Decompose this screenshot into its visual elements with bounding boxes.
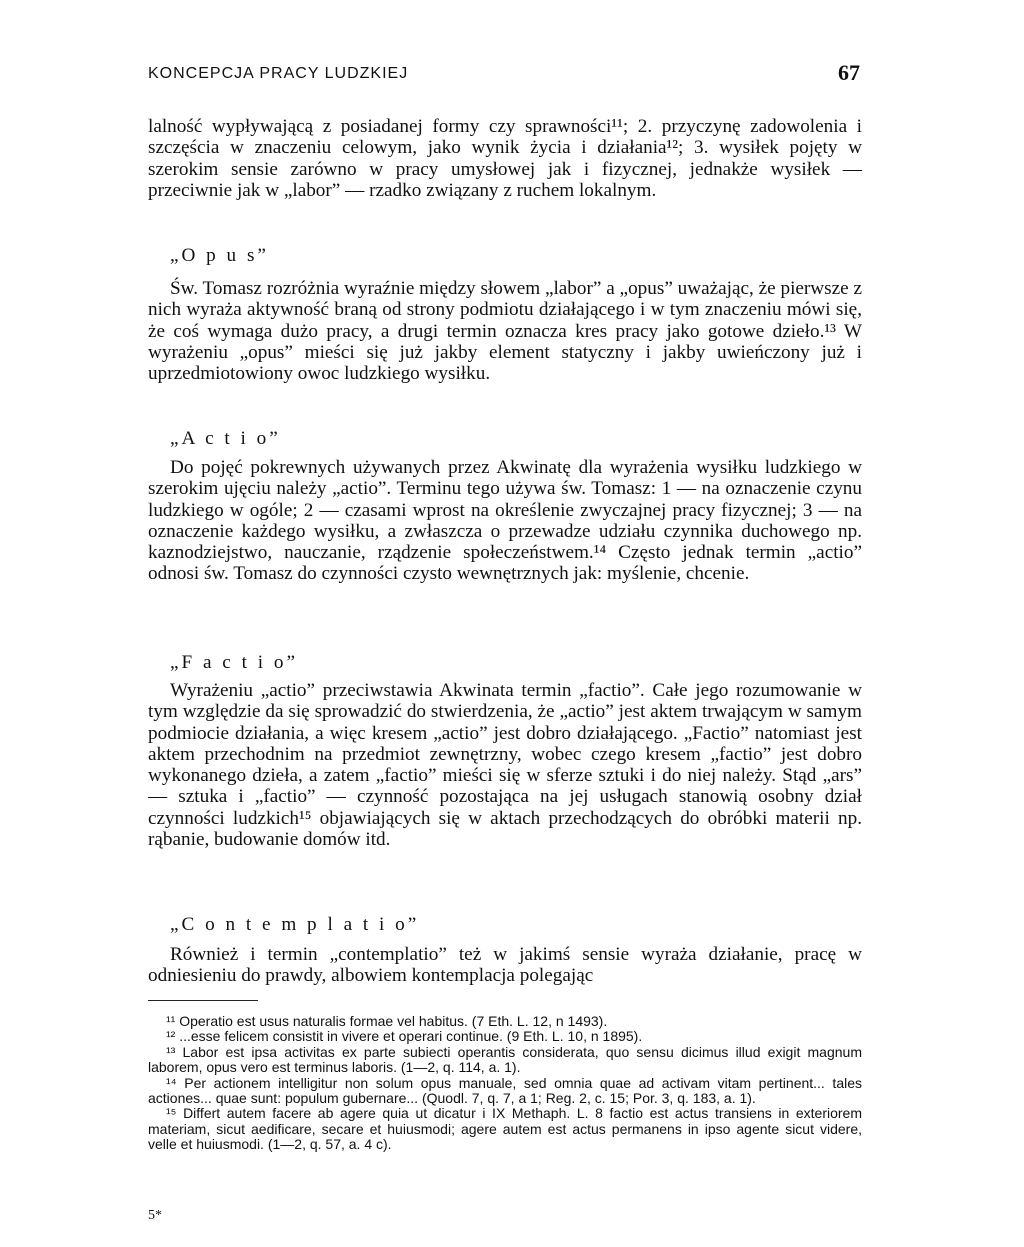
footnote-15: ¹⁵ Differt autem facere ab agere quia ut dicatur i IX Methaph. L. 8 factio est actus transiens in exteriorem materiam, sicut aedificare, secare et huiusmodi; agere autem est actus permanens in ipso agente sicut videre, velle et huiusmodi. (1—2, q. 57, a. 4 c). [148, 1105, 862, 1153]
section-body-actio: Do pojęć pokrewnych używanych przez Akwinatę dla wyrażenia wysiłku ludzkiego w szerokim ujęciu należy „actio”. Terminu tego używa św. Tomasz: 1 — na oznaczenie czynu ludzkiego w ogóle; 2 — czasami wprost na określenie zwyczajnej pracy fizycznej; 3 — na oznaczenie każdego wysiłku, a zwłaszcza o przewadze udziału czynnika duchowego np. kaznodziejstwo, nauczanie, rządzenie społeczeństwem.¹⁴ Często jednak termin „actio” odnosi św. Tomasz do czynności czysto wewnętrznych jak: myślenie, chcenie. [148, 457, 862, 585]
section-heading-opus: „O p u s” [170, 245, 269, 266]
section-body-factio-block [148, 680, 862, 850]
section-body-opus-block [148, 278, 862, 384]
section-heading-actio: „A c t i o” [170, 428, 281, 449]
footnotes [148, 1014, 862, 1153]
intro-paragraph-block [148, 116, 862, 201]
footnote-14: ¹⁴ Per actionem intelligitur non solum opus manuale, sed omnia quae ad activam vitam pertinent... tales actiones... quae sunt: populum gubernare... (Quodl. 7, q. 7, a 1; Reg. 2, c. 15; Por. 3, q. 183, a. 1). [148, 1074, 862, 1107]
section-body-contemplatio: Również i termin „contemplatio” też w jakimś sensie wyraża działanie, pracę w odniesieniu do prawdy, albowiem kontemplacja polegając [148, 944, 862, 987]
printer-signature: 5* [148, 1208, 162, 1223]
footnote-divider [148, 1000, 258, 1001]
section-body-opus: Św. Tomasz rozróżnia wyraźnie między słowem „labor” a „opus” uważając, że pierwsze z nich wyraża aktywność braną od strony podmiotu działającego i w tym znaczeniu mówi się, że coś wymaga dużo pracy, a drugi termin oznacza kres pracy jako gotowe dzieło.¹³ W wyrażeniu „opus” mieści się już jakby element statyczny i jakby uwieńczony już i uprzedmiotowiony owoc ludzkiego wysiłku. [148, 278, 862, 385]
intro-paragraph: lalność wypływającą z posiadanej formy czy sprawności¹¹; 2. przyczynę zadowolenia i szczęścia w znaczeniu celowym, jako wynik życia i działania¹²; 3. wysiłek pojęty w szerokim sensie zarówno w pracy umysłowej jak i fizycznej, jednakże wysiłek — przeciwnie jak w „labor” — rzadko związany z ruchem lokalnym. [148, 116, 862, 201]
footnote-11: ¹¹ Operatio est usus naturalis formae vel habitus. (7 Eth. L. 12, n 1493). [166, 1013, 608, 1029]
section-heading-factio: „F a c t i o” [170, 652, 298, 673]
section-body-contemplatio-block [148, 944, 862, 987]
footnote-13: ¹³ Labor est ipsa activitas ex parte subiecti operantis considerata, quo sensu dicimus illud exigit magnum laborem, opus vero est terminus laboris. (1—2, q. 114, a. 1). [148, 1043, 862, 1076]
page-number: 67 [838, 60, 860, 85]
section-body-actio-block [148, 457, 862, 585]
section-body-factio: Wyrażeniu „actio” przeciwstawia Akwinata termin „factio”. Całe jego rozumowanie w tym względzie da się sprowadzić do stwierdzenia, że „actio” jest aktem trwającym w samym podmiocie działania, a więc kresem „actio” jest dobro działającego. „Factio” natomiast jest aktem przechodnim na przedmiot zewnętrzny, wobec czego kresem „factio” jest dobro wykonanego dzieła, a zatem „factio” mieści się w sferze sztuki i do niej należy. Stąd „ars” — sztuka i „factio” — czynność pozostająca na jej usługach stanowią osobny dział czynności ludzkich¹⁵ objawiających się w aktach przechodzących do obróbki materii np. rąbanie, budowanie domów itd. [148, 680, 862, 851]
running-title: KONCEPCJA PRACY LUDZKIEJ [148, 65, 409, 82]
section-heading-contemplatio: „C o n t e m p l a t i o” [170, 914, 420, 935]
footnote-12: ¹² ...esse felicem consistit in vivere et operari continue. (9 Eth. L. 10, n 1895). [166, 1028, 643, 1045]
